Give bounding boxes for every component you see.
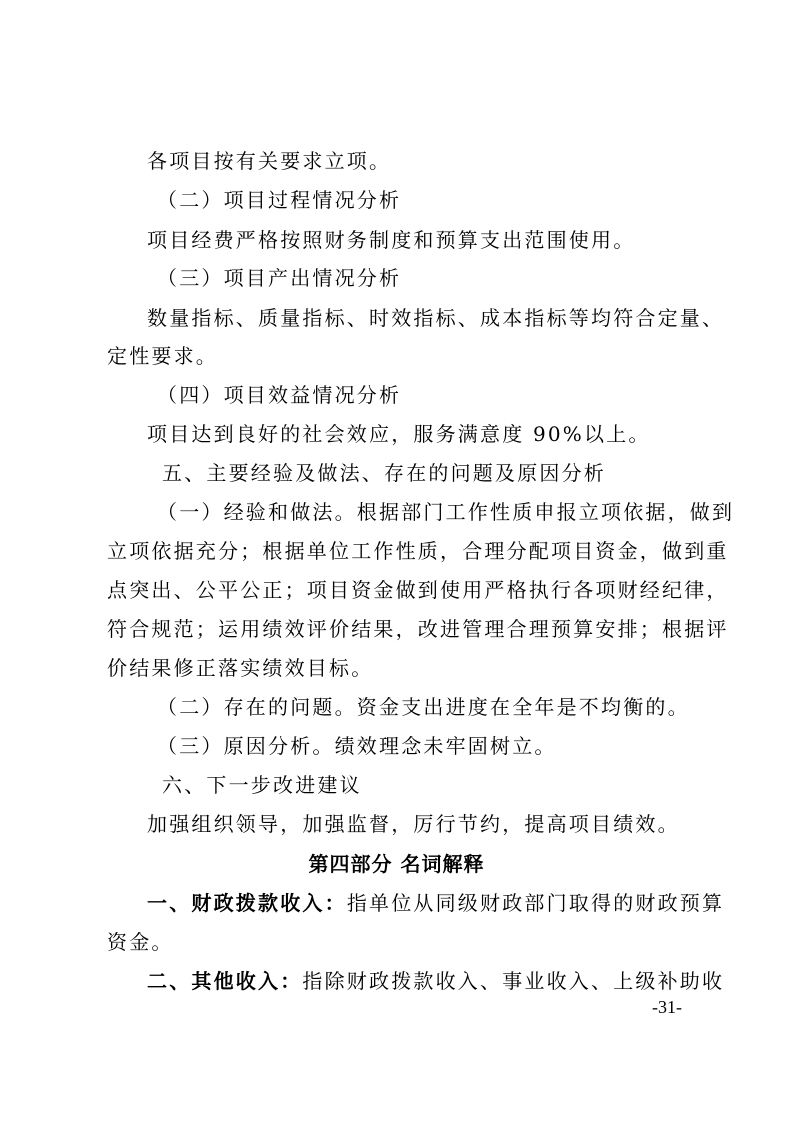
definition-continuation: 资金。 <box>107 930 174 954</box>
text-line: 项目经费严格按照财务制度和预算支出范围使用。 <box>147 228 636 252</box>
definition-line <box>147 890 724 916</box>
text-line: 定性要求。 <box>107 344 218 368</box>
text-line: 符合规范；运用绩效评价结果，改进管理合理预算安排；根据评 <box>107 617 729 641</box>
definition-term: 一、财政拨款收入： <box>147 891 347 915</box>
subsection-heading: （四）项目效益情况分析 <box>157 383 402 407</box>
subsection-heading: （二）项目过程情况分析 <box>157 188 402 212</box>
subsection-heading: （三）项目产出情况分析 <box>157 266 402 290</box>
text-line: 各项目按有关要求立项。 <box>147 149 392 173</box>
definition-text: 指单位从同级财政部门取得的财政预算 <box>346 891 725 915</box>
text-line: 数量指标、质量指标、时效指标、成本指标等均符合定量、 <box>147 306 725 330</box>
page-number: -31- <box>652 997 682 1017</box>
definition-text: 指除财政拨款收入、事业收入、上级补助收 <box>302 969 725 993</box>
section-heading: 五、主要经验及做法、存在的问题及原因分析 <box>162 461 606 485</box>
text-line: 价结果修正落实绩效目标。 <box>107 656 374 680</box>
text-line: 加强组织领导，加强监督，厉行节约，提高项目绩效。 <box>147 812 680 836</box>
text-line: （三）原因分析。绩效理念未牢固树立。 <box>157 734 557 758</box>
part-heading: 第四部分 名词解释 <box>308 852 485 876</box>
text-line: （一）经验和做法。根据部门工作性质申报立项依据，做到 <box>157 500 735 524</box>
definition-line <box>147 968 724 994</box>
definition-term: 二、其他收入： <box>147 969 303 993</box>
text-line: 项目达到良好的社会效应，服务满意度 90%以上。 <box>147 422 651 446</box>
text-line: 立项依据充分；根据单位工作性质，合理分配项目资金，做到重 <box>107 539 729 563</box>
text-line: （二）存在的问题。资金支出进度在全年是不均衡的。 <box>157 695 690 719</box>
text-line: 点突出、公平公正；项目资金做到使用严格执行各项财经纪律， <box>107 578 729 602</box>
section-heading: 六、下一步改进建议 <box>162 773 362 797</box>
